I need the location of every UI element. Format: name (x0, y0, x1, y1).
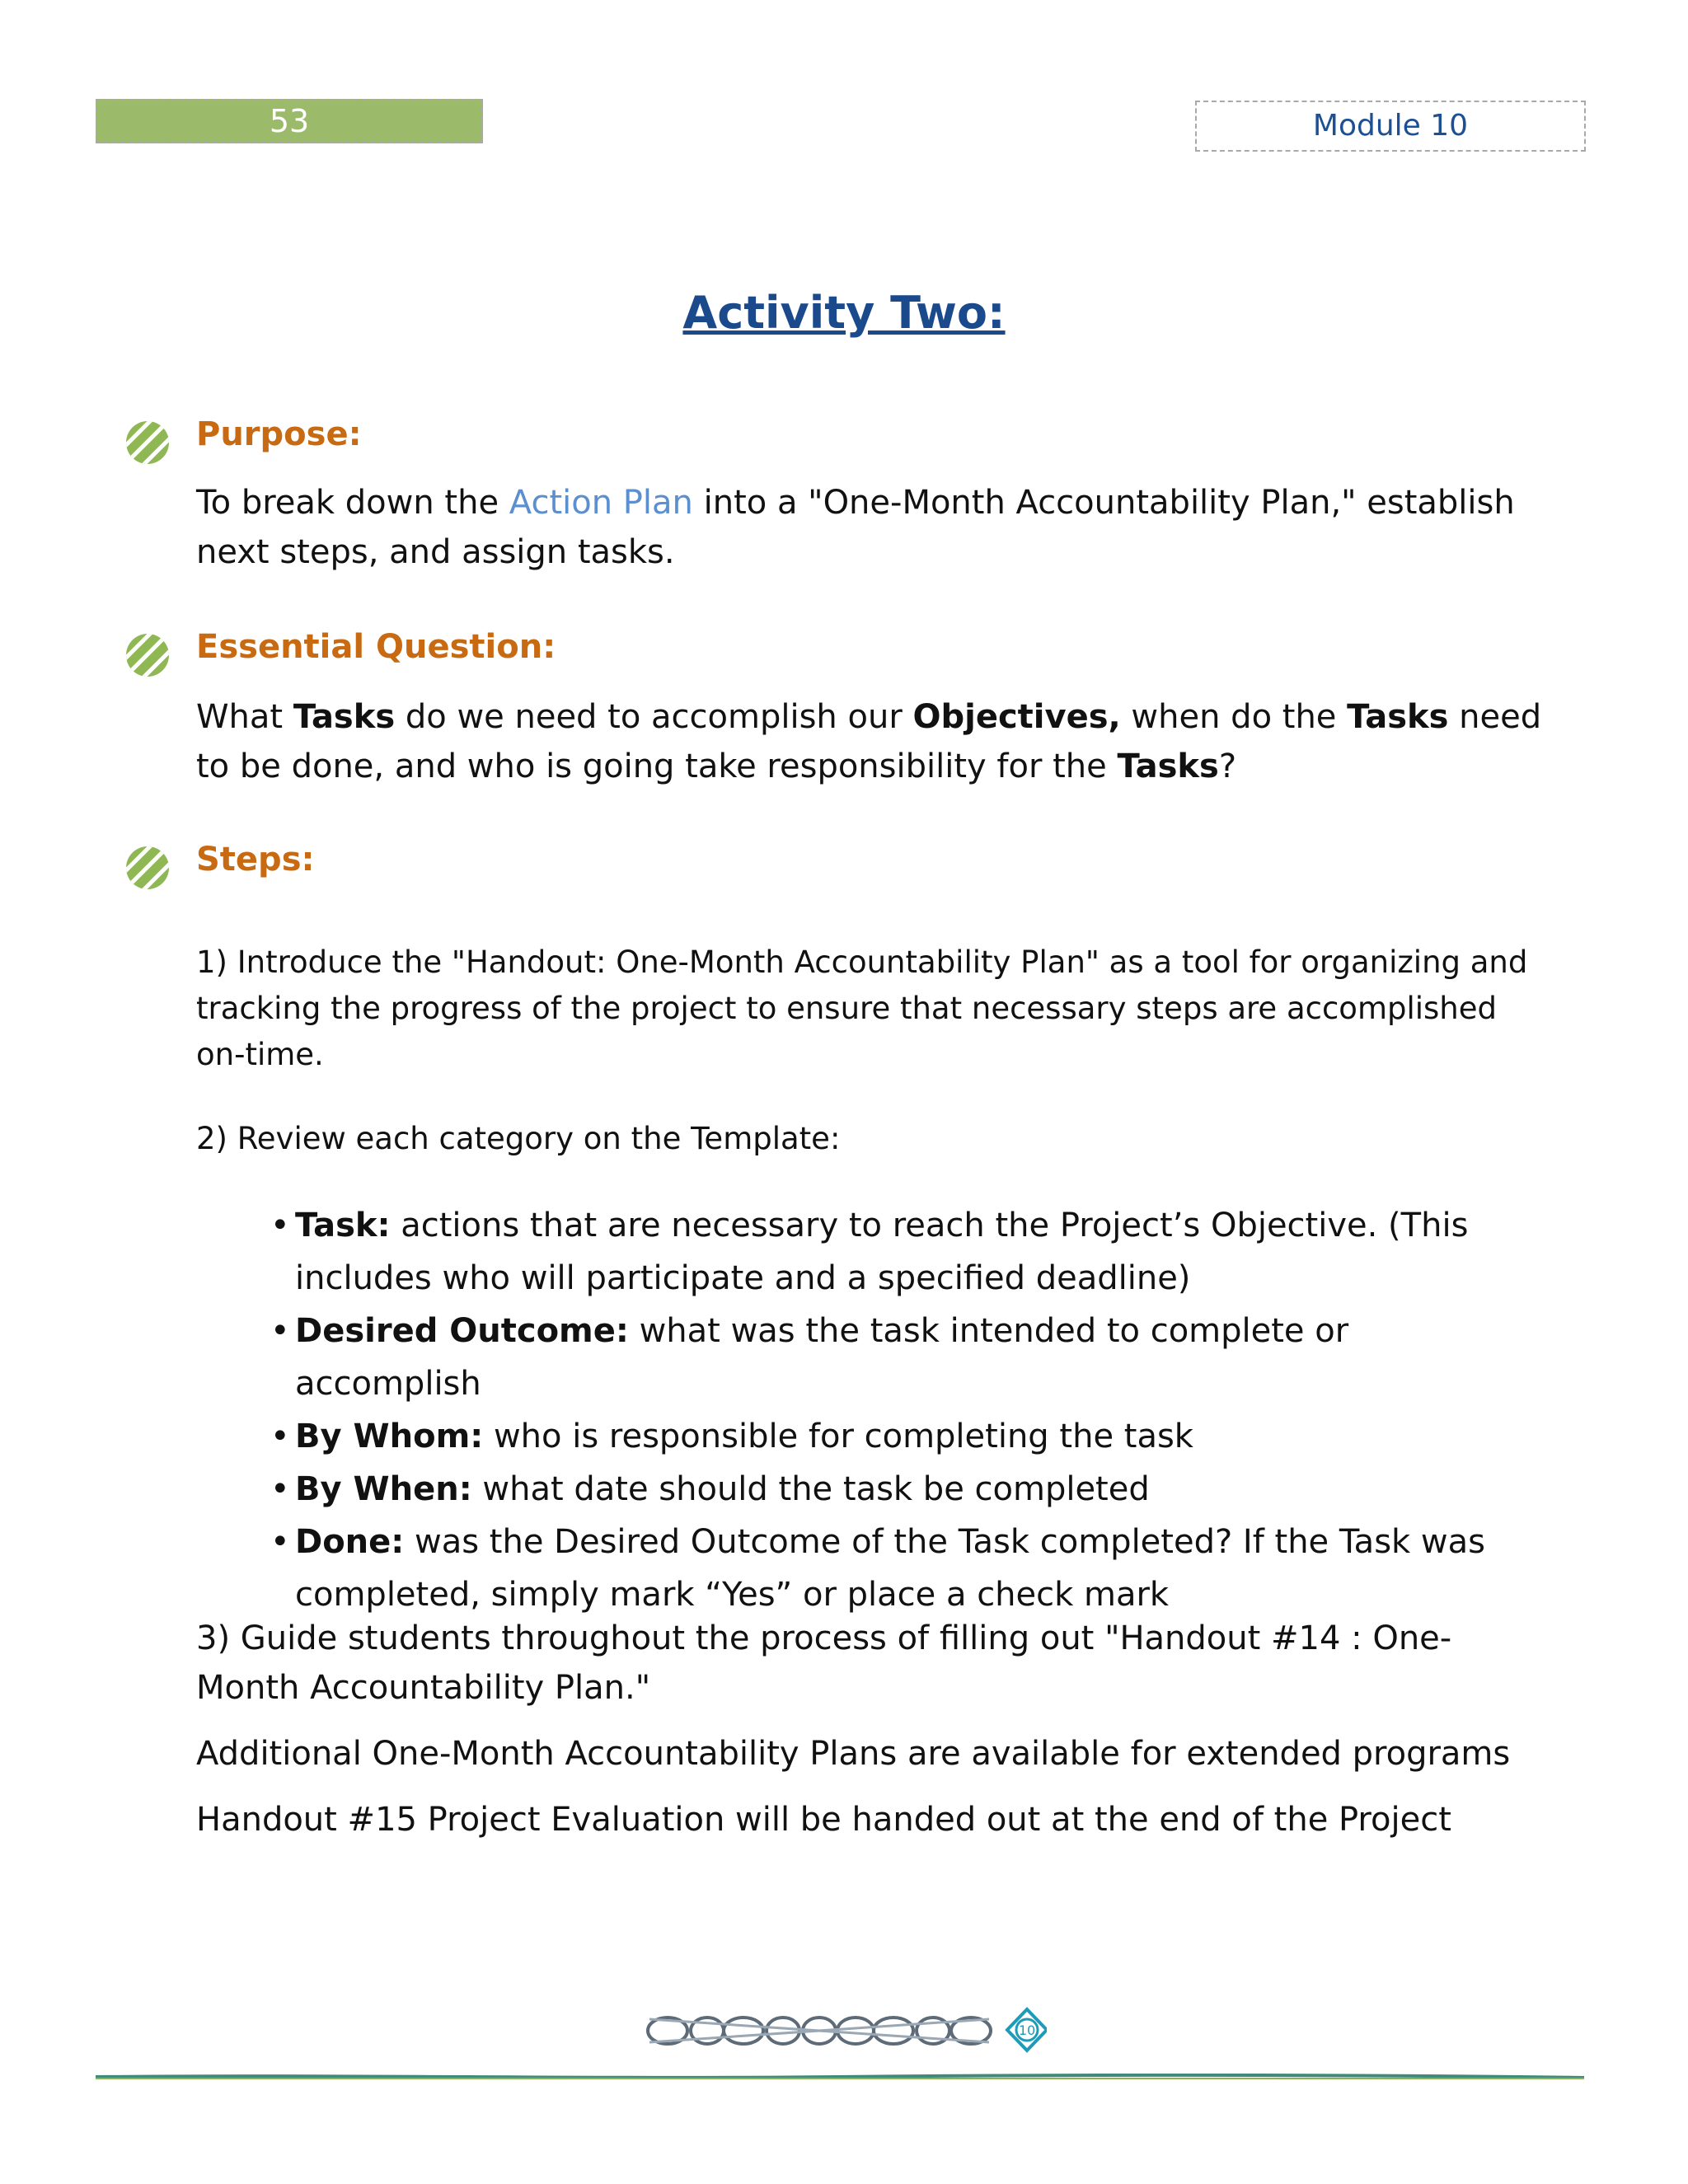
category-term: Desired Outcome: (295, 1312, 629, 1350)
steps-heading: Steps: (196, 841, 315, 879)
page-title: Activity Two: (682, 287, 1006, 339)
category-term: Done: (295, 1523, 405, 1561)
purpose-text-before: To break down the (196, 484, 509, 522)
eq-part: when do the (1120, 698, 1348, 736)
category-desc: actions that are necessary to reach the Project’s Objective. (This includes who will participate and a specified deadline) (295, 1207, 1469, 1297)
category-desc: who is responsible for completing the task (483, 1418, 1193, 1455)
eq-bold: Objectives, (912, 698, 1121, 736)
category-term: By Whom: (295, 1418, 484, 1455)
bullet-icon: • (270, 1312, 290, 1350)
purpose-text-after: into a "One-Month Accountability Plan," establish next steps, and assign tasks. (196, 484, 1515, 571)
category-list (270, 1199, 1540, 1621)
list-item (270, 1516, 1540, 1621)
page-number: 53 (269, 103, 310, 139)
eq-part: What (196, 698, 293, 736)
eq-bold: Tasks (1117, 748, 1219, 785)
eq-part: ? (1218, 748, 1237, 785)
eq-bold: Tasks (293, 698, 396, 736)
striped-ball-icon (124, 631, 171, 679)
bullet-icon: • (270, 1470, 290, 1508)
category-desc: what date should the task be completed (471, 1470, 1150, 1508)
teal-diamond-badge-icon (1007, 2009, 1047, 2050)
striped-ball-icon (124, 844, 171, 892)
step-1: 1) Introduce the "Handout: One-Month Accountability Plan" as a tool for organizing and tracking the progress of the project to ensure that necessary steps are accomplished on-time. (196, 944, 1528, 1072)
purpose-text (196, 478, 1548, 577)
essential-question-heading: Essential Question: (196, 628, 556, 666)
list-item (270, 1410, 1540, 1463)
category-desc: what was the task intended to complete or accomplish (295, 1312, 1349, 1403)
step-2: 2) Review each category on the Template: (196, 1121, 841, 1156)
bullet-icon: • (270, 1418, 290, 1455)
eq-part: do we need to accomplish our (395, 698, 913, 736)
step-3: 3) Guide students throughout the process of filling out "Handout #14 : One-Month Accountability Plan." (196, 1619, 1452, 1707)
decorative-swirl-icon (643, 2001, 1047, 2059)
module-label: Module 10 (1312, 109, 1469, 143)
footer-divider (96, 2074, 1584, 2080)
list-item (270, 1199, 1540, 1305)
purpose-heading: Purpose: (196, 415, 362, 453)
module-label-box (1195, 101, 1586, 152)
category-term: By When: (295, 1470, 472, 1508)
additional-plans-note: Additional One-Month Accountability Plans are available for extended programs (196, 1735, 1511, 1773)
category-term: Task: (295, 1207, 391, 1244)
bullet-icon: • (270, 1207, 290, 1244)
handout-15-note: Handout #15 Project Evaluation will be handed out at the end of the Project (196, 1801, 1451, 1839)
page-number-box (96, 99, 483, 143)
list-item (270, 1305, 1540, 1410)
list-item (270, 1463, 1540, 1516)
eq-part: need to be done, and who is going take responsibility for the (196, 698, 1542, 785)
badge-number: 10 (1018, 2022, 1036, 2038)
bullet-icon: • (270, 1523, 290, 1561)
eq-bold: Tasks (1347, 698, 1449, 736)
striped-ball-icon (124, 419, 171, 466)
action-plan-link[interactable]: Action Plan (509, 484, 693, 522)
category-desc: was the Desired Outcome of the Task completed? If the Task was completed, simply mark “Yes” or place a check mark (295, 1523, 1485, 1614)
essential-question-text (196, 692, 1548, 791)
